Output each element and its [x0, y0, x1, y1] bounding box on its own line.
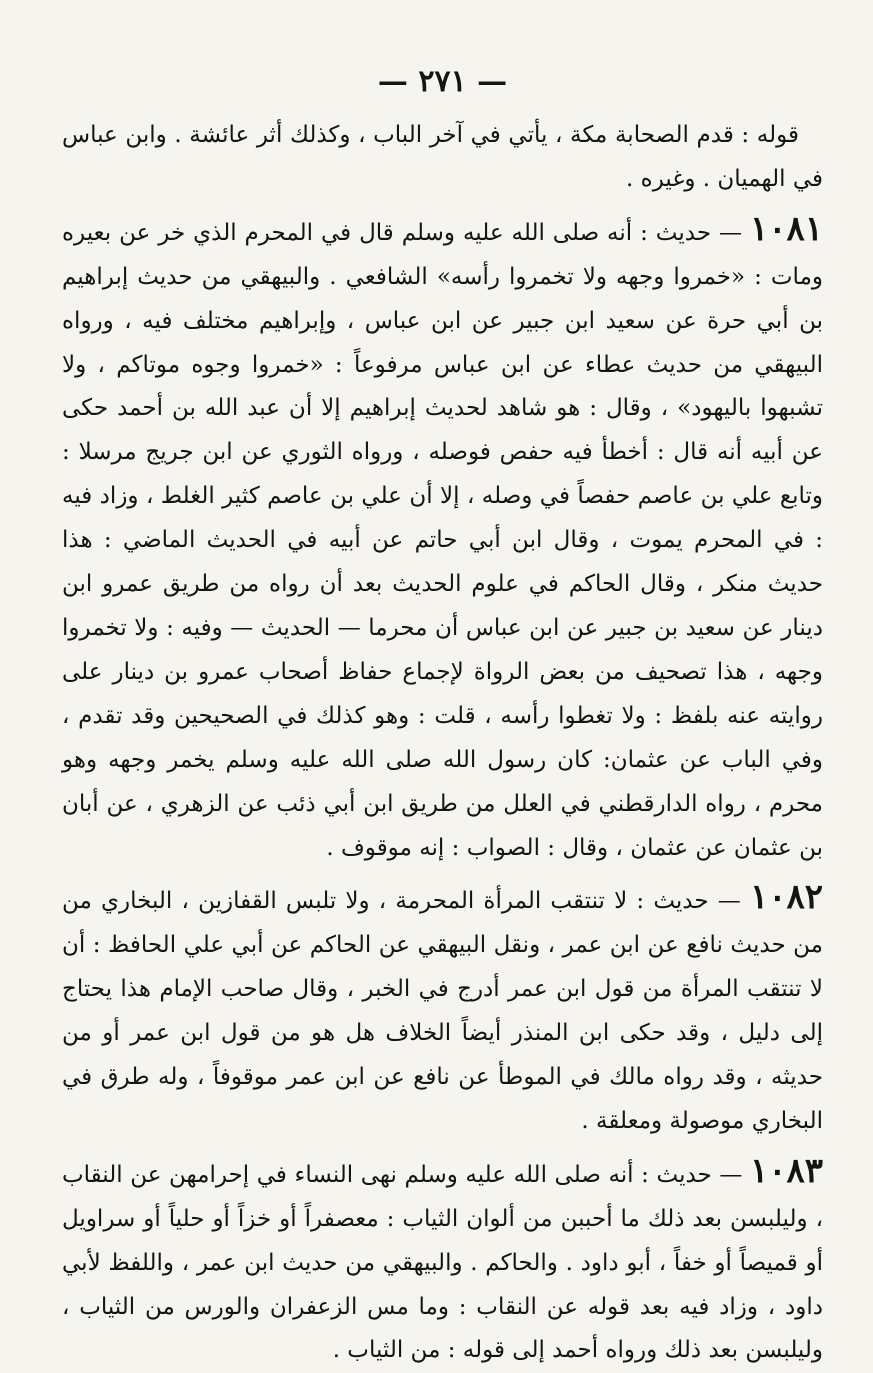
- paragraph-text: — حديث : أنه صلى الله عليه وسلم قال في المحرم الذي خر عن بعيره ومات : «خمروا وجهه ولا تخمروا رأسه» الشافعي . والبيهقي من حديث إبراهيم بن أبي حرة عن سعيد ابن جبير عن ابن عباس ، وإبراهيم مختلف فيه ، ورواه البيهقي من حديث عطاء عن ابن عباس مرفوعاً : «خمروا وجوه موتاكم ، ولا تشبهوا باليهود» ، وقال : هو شاهد لحديث إبراهيم إلا أن عبد الله بن أحمد حكى عن أبيه أنه قال : أخطأ فيه حفص فوصله ، ورواه الثوري عن ابن جريج مرسلا : وتابع علي بن عاصم حفصاً في وصله ، إلا أن علي بن عاصم كثير الغلط ، وزاد فيه : في المحرم يموت ، وقال ابن أبي حاتم عن أبيه في الحديث الماضي : هذا حديث منكر ، وقال الحاكم في علوم الحديث بعد أن رواه من طريق عمرو ابن دينار عن سعيد بن جبير عن ابن عباس أن محرما — الحديث — وفيه : ولا تخمروا وجهه ، هذا تصحيف من بعض الرواة لإجماع حفاظ أصحاب عمرو بن دينار على روايته عنه بلفظ : ولا تغطوا رأسه ، قلت : وهو كذلك في الصحيحين وقد تقدم ، وفي الباب عن عثمان: كان رسول الله صلى الله عليه وسلم يخمر وجهه وهو محرم ، رواه الدارقطني في العلل من طريق ابن أبي ذئب عن الزهري ، عن أبان بن عثمان عن عثمان ، وقال : الصواب : إنه موقوف .: [62, 219, 823, 861]
- paragraph-entry-1081: [62, 208, 823, 871]
- page-number: — ٢٧١ —: [377, 64, 508, 99]
- paragraph-text: قوله : قدم الصحابة مكة ، يأتي في آخر الباب ، وكذلك أثر عائشة . وابن عباس في الهميان . وغيره .: [62, 122, 823, 192]
- entry-number: ١٠٨٢: [749, 877, 824, 918]
- entry-number: ١٠٨١: [749, 208, 824, 249]
- page-body: [62, 114, 823, 1373]
- paragraph-entry-1082: [62, 876, 823, 1143]
- entry-number: ١٠٨٣: [749, 1150, 823, 1191]
- paragraph-text: — حديث : لا تنتقب المرأة المحرمة ، ولا تلبس القفازين ، البخاري من من حديث نافع عن ابن عمر ، ونقل البيهقي عن الحاكم عن أبي علي الحافظ : أن لا تنتقب المرأة من قول ابن عمر أدرج في الخبر ، وقال صاحب الإمام هذا يحتاج إلى دليل ، وقد حكى ابن المنذر أيضاً الخلاف هل هو من قول ابن عمر أو من حديثه ، وقد رواه مالك في الموطأ عن نافع عن ابن عمر موقوفاً ، وله طرق في البخاري موصولة ومعلقة .: [62, 888, 823, 1134]
- paragraph-text: — حديث : أنه صلى الله عليه وسلم نهى النساء في إحرامهن عن النقاب ، وليلبسن بعد ذلك ما أحببن من ألوان الثياب : معصفراً أو خزاً أو حلياً أو سراويل أو قميصاً أو خفاً ، أبو داود . والحاكم . والبيهقي من حديث ابن عمر ، واللفظ لأبي داود ، وزاد فيه بعد قوله عن النقاب : وما مس الزعفران والورس من الثياب ، وليلبسن بعد ذلك ورواه أحمد إلى قوله : من الثياب .: [62, 1161, 823, 1364]
- paragraph-entry-1083: [62, 1150, 823, 1373]
- paragraph-intro: [62, 114, 823, 202]
